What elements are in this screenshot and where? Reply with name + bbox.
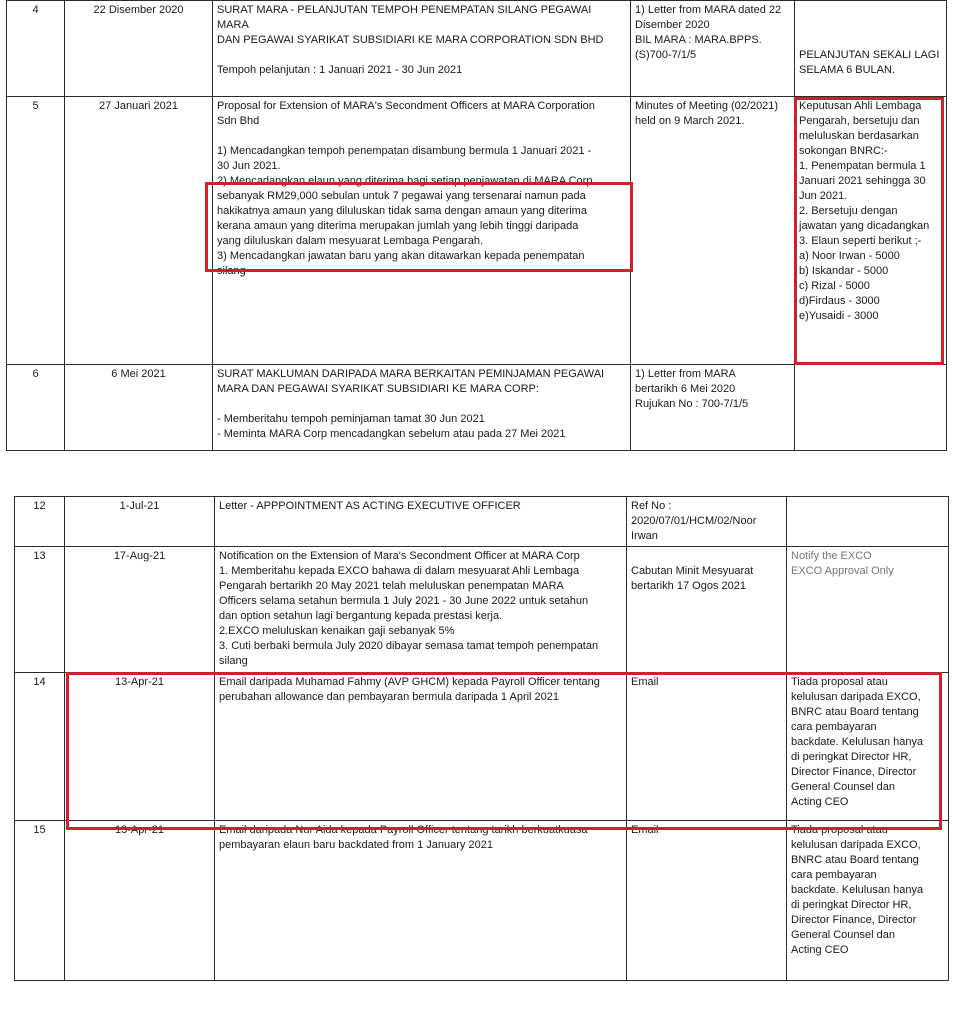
- cell-text-line: Tiada proposal atau: [791, 676, 888, 688]
- cell-text-line: Sdn Bhd: [217, 115, 260, 127]
- row-remarks: [787, 497, 949, 547]
- row-reference: [627, 547, 787, 673]
- cell-text-line: kelulusan daripada EXCO,: [791, 691, 921, 703]
- row-description: [213, 365, 631, 451]
- cell-text-line: Letter - APPPOINTMENT AS ACTING EXECUTIVE OFFICER: [219, 500, 521, 512]
- row-remarks: [795, 1, 947, 97]
- cell-text-line: held on 9 March 2021.: [635, 115, 745, 127]
- row-remarks: [787, 673, 949, 821]
- cell-text-line: Pengarah bertarikh 20 May 2021 telah meluluskan penempatan MARA: [219, 580, 564, 592]
- top-document-table: [6, 0, 947, 451]
- cell-text-line: Cabutan Minit Mesyuarat: [631, 565, 754, 577]
- cell-text-line: EXCO Approval Only: [791, 565, 894, 577]
- bottom-document-table-section: [14, 496, 949, 981]
- cell-text-line: c) Rizal - 5000: [799, 280, 870, 292]
- table-row-15: [15, 821, 949, 981]
- table-row-12: [15, 497, 949, 547]
- cell-text-line: - Memberitahu tempoh peminjaman tamat 30 Jun 2021: [217, 413, 485, 425]
- cell-text-line: b) Iskandar - 5000: [799, 265, 889, 277]
- row-number: 14: [15, 673, 65, 821]
- row-date: 1-Jul-21: [65, 497, 215, 547]
- cell-text-line: [217, 48, 626, 63]
- cell-text-line: d)Firdaus - 3000: [799, 295, 880, 307]
- cell-text-line: 3. Elaun seperti berikut ;-: [799, 235, 922, 247]
- row-description: [215, 821, 627, 981]
- cell-text-line: SURAT MAKLUMAN DARIPADA MARA BERKAITAN PEMINJAMAN PEGAWAI: [217, 368, 605, 380]
- cell-text-line: 2.EXCO meluluskan kenaikan gaji sebanyak 5%: [219, 625, 455, 637]
- row-reference: [627, 497, 787, 547]
- cell-text-line: kelulusan daripada EXCO,: [791, 839, 921, 851]
- cell-text-line: DAN PEGAWAI SYARIKAT SUBSIDIARI KE MARA CORPORATION SDN BHD: [217, 34, 604, 46]
- cell-text-line: Email: [631, 824, 659, 836]
- cell-text-line: cara pembayaran: [791, 869, 877, 881]
- cell-text-line: Irwan: [631, 530, 658, 542]
- cell-text-line: Minutes of Meeting (02/2021): [635, 100, 779, 112]
- row-number: 15: [15, 821, 65, 981]
- cell-text-line: Rujukan No : 700-7/1/5: [635, 398, 749, 410]
- cell-text-line: 2020/07/01/HCM/02/Noor: [631, 515, 757, 527]
- cell-text-line: backdate. Kelulusan hanya: [791, 884, 924, 896]
- row-number: 13: [15, 547, 65, 673]
- cell-text-line: silang: [219, 655, 248, 667]
- row-reference: [627, 821, 787, 981]
- cell-text-line: 3) Mencadangkan jawatan baru yang akan ditawarkan kepada penempatan: [217, 250, 585, 262]
- cell-text-line: (S)700-7/1/5: [635, 49, 697, 61]
- cell-text-line: Notification on the Extension of Mara's Secondment Officer at MARA Corp: [219, 550, 580, 562]
- row-date: 6 Mei 2021: [65, 365, 213, 451]
- row-reference: [627, 673, 787, 821]
- row-date: 22 Disember 2020: [65, 1, 213, 97]
- cell-text-line: Pengarah, bersetuju dan: [799, 115, 920, 127]
- cell-text-line: Keputusan Ahli Lembaga: [799, 100, 922, 112]
- cell-text-line: Proposal for Extension of MARA's Secondment Officers at MARA Corporation: [217, 100, 595, 112]
- row-description: [215, 673, 627, 821]
- row-number: 6: [7, 365, 65, 451]
- cell-text-line: SURAT MARA - PELANJUTAN TEMPOH PENEMPATAN SILANG PEGAWAI MARA: [217, 4, 592, 31]
- cell-text-line: [217, 129, 626, 144]
- row-description: [213, 97, 631, 365]
- cell-text-line: PELANJUTAN SEKALI LAGI: [799, 49, 940, 61]
- cell-text-line: Disember 2020: [635, 19, 710, 31]
- row-number: 5: [7, 97, 65, 365]
- table-row-13: [15, 547, 949, 673]
- cell-text-line: Tiada proposal atau: [791, 824, 888, 836]
- table-row-6: [7, 365, 947, 451]
- cell-text-line: hakikatnya amaun yang diluluskan tidak sama dengan amaun yang diterima: [217, 205, 587, 217]
- table-row-5: [7, 97, 947, 365]
- row-remarks: [795, 97, 947, 365]
- cell-text-line: 3. Cuti berbaki bermula July 2020 dibayar semasa tamat tempoh penempatan: [219, 640, 599, 652]
- cell-text-line: BNRC atau Board tentang: [791, 706, 919, 718]
- row-description: [213, 1, 631, 97]
- row-reference: [631, 365, 795, 451]
- cell-text-line: Tempoh pelanjutan : 1 Januari 2021 - 30 Jun 2021: [217, 64, 463, 76]
- cell-text-line: - Meminta MARA Corp mencadangkan sebelum atau pada 27 Mei 2021: [217, 428, 566, 440]
- cell-text-line: 1) Letter from MARA dated 22: [635, 4, 782, 16]
- row-date: 13-Apr-21: [65, 821, 215, 981]
- cell-text-line: [217, 397, 626, 412]
- table-row-4: [7, 1, 947, 97]
- cell-text-line: sokongan BNRC:-: [799, 145, 888, 157]
- cell-text-line: a) Noor Irwan - 5000: [799, 250, 900, 262]
- cell-text-line: Director Finance, Director: [791, 914, 917, 926]
- cell-text-line: 1) Letter from MARA: [635, 368, 736, 380]
- cell-text-line: [631, 549, 782, 564]
- bottom-document-table: [14, 496, 949, 981]
- cell-text-line: backdate. Kelulusan hanya: [791, 736, 924, 748]
- cell-text-line: sebanyak RM29,000 sebulan untuk 7 pegawai yang tersenarai namun pada: [217, 190, 586, 202]
- cell-text-line: di peringkat Director HR,: [791, 751, 912, 763]
- cell-text-line: Acting CEO: [791, 796, 849, 808]
- cell-text-line: [799, 3, 942, 18]
- cell-text-line: Email: [631, 676, 659, 688]
- cell-text-line: Januari 2021 sehingga 30: [799, 175, 926, 187]
- cell-text-line: 2) Mencadangkan elaun yang diterima bagi setiap penjawatan di MARA Corp: [217, 175, 593, 187]
- cell-text-line: 1. Penempatan bermula 1: [799, 160, 926, 172]
- cell-text-line: meluluskan berdasarkan: [799, 130, 919, 142]
- cell-text-line: General Counsel dan: [791, 781, 895, 793]
- cell-text-line: 2. Bersetuju dengan: [799, 205, 898, 217]
- cell-text-line: Acting CEO: [791, 944, 849, 956]
- cell-text-line: di peringkat Director HR,: [791, 899, 912, 911]
- cell-text-line: BNRC atau Board tentang: [791, 854, 919, 866]
- row-remarks: [787, 547, 949, 673]
- cell-text-line: Notify the EXCO: [791, 550, 872, 562]
- cell-text-line: General Counsel dan: [791, 929, 895, 941]
- cell-text-line: [799, 18, 942, 33]
- cell-text-line: SELAMA 6 BULAN.: [799, 64, 895, 76]
- row-date: 17-Aug-21: [65, 547, 215, 673]
- cell-text-line: [799, 33, 942, 48]
- row-date: 13-Apr-21: [65, 673, 215, 821]
- cell-text-line: Email daripada Nur Aida kepada Payroll Officer tentang tarikh berkuatkuasa: [219, 824, 588, 836]
- table-row-14: [15, 673, 949, 821]
- row-reference: [631, 1, 795, 97]
- row-description: [215, 547, 627, 673]
- cell-text-line: MARA DAN PEGAWAI SYARIKAT SUBSIDIARI KE MARA CORP:: [217, 383, 539, 395]
- row-remarks: [795, 365, 947, 451]
- cell-text-line: BIL MARA : MARA.BPPS.: [635, 34, 762, 46]
- cell-text-line: 1. Memberitahu kepada EXCO bahawa di dalam mesyuarat Ahli Lembaga: [219, 565, 580, 577]
- cell-text-line: bertarikh 17 Ogos 2021: [631, 580, 746, 592]
- cell-text-line: perubahan allowance dan pembayaran bermula daripada 1 April 2021: [219, 691, 560, 703]
- cell-text-line: Email daripada Muhamad Fahmy (AVP GHCM) kepada Payroll Officer tentang: [219, 676, 600, 688]
- cell-text-line: cara pembayaran: [791, 721, 877, 733]
- cell-text-line: e)Yusaidi - 3000: [799, 310, 879, 322]
- row-remarks: [787, 821, 949, 981]
- row-number: 12: [15, 497, 65, 547]
- cell-text-line: pembayaran elaun baru backdated from 1 January 2021: [219, 839, 493, 851]
- top-document-table-section: [6, 0, 947, 451]
- cell-text-line: kerana amaun yang diterima merupakan jumlah yang lebih tinggi daripada: [217, 220, 579, 232]
- cell-text-line: 1) Mencadangkan tempoh penempatan disambung bermula 1 Januari 2021 -: [217, 145, 592, 157]
- cell-text-line: bertarikh 6 Mei 2020: [635, 383, 736, 395]
- cell-text-line: jawatan yang dicadangkan: [799, 220, 930, 232]
- row-description: [215, 497, 627, 547]
- cell-text-line: dan option setahun lagi bergantung kepada prestasi kerja.: [219, 610, 503, 622]
- cell-text-line: 30 Jun 2021.: [217, 160, 281, 172]
- cell-text-line: Ref No :: [631, 500, 672, 512]
- row-number: 4: [7, 1, 65, 97]
- cell-text-line: yang diluluskan dalam mesyuarat Lembaga Pengarah.: [217, 235, 483, 247]
- cell-text-line: Officers selama setahun bermula 1 July 2021 - 30 June 2022 untuk setahun: [219, 595, 589, 607]
- cell-text-line: Director Finance, Director: [791, 766, 917, 778]
- cell-text-line: Jun 2021.: [799, 190, 848, 202]
- cell-text-line: silang: [217, 265, 246, 277]
- row-date: 27 Januari 2021: [65, 97, 213, 365]
- row-reference: [631, 97, 795, 365]
